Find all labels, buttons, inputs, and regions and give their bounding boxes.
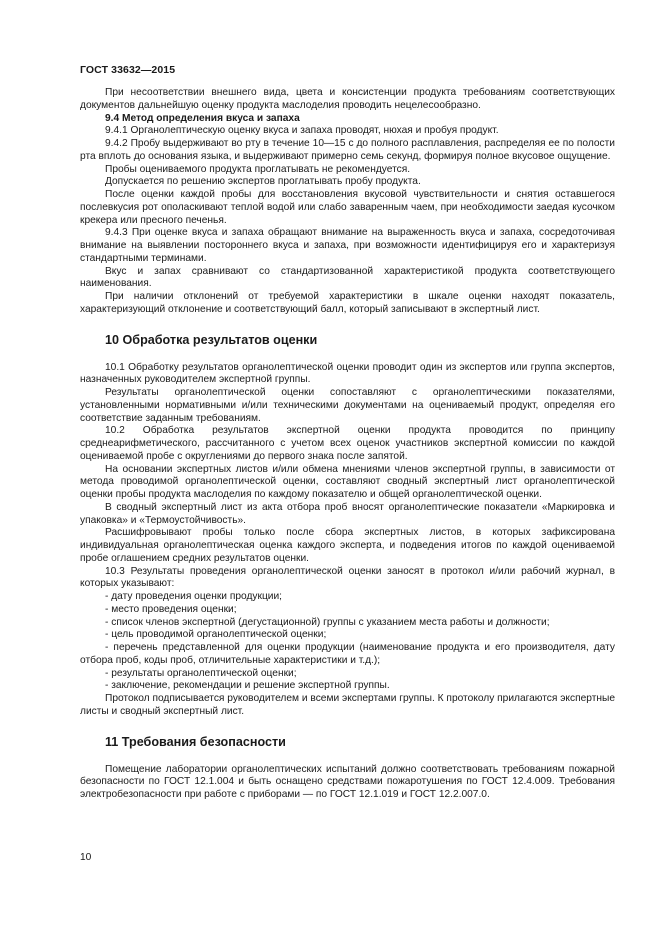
paragraph-basis: На основании экспертных листов и/или обмена мнениями членов экспертной группы, в зависимости от метода проводимой органолептической оценки, составляют сводный экспертный лист органолептической оценки пробы продукта маслоделия по каждому показателю и общей органолептической оценки.	[80, 463, 615, 500]
paragraph-decode: Расшифровывают пробы только после сбора экспертных листов, в которых зафиксирована индивидуальная органолептическая оценка каждого эксперта, и подведения итогов по каждой оцениваемой пробе оглашением средних результатов оценки.	[80, 527, 615, 564]
list-item: - место проведения оценки;	[105, 603, 237, 615]
protocol-items-list	[80, 591, 615, 693]
paragraph-swallow: Пробы оцениваемого продукта проглатывать не рекомендуется.	[105, 163, 411, 175]
paragraph-compare: Вкус и запах сравнивают со стандартизованной характеристикой продукта соответствующего наименования.	[80, 265, 615, 290]
document-code-header: ГОСТ 33632—2015	[80, 64, 176, 76]
list-item: - дату проведения оценки продукции;	[105, 591, 282, 602]
document-body	[80, 87, 615, 802]
paragraph-9-4-2: 9.4.2 Пробу выдерживают во рту в течение 10—15 с до полного расплавления, распределяя ее по полости рта вплоть до основания языка, и выдерживают примерно семь секунд, формируя полное вкусовое ощущение.	[80, 138, 615, 162]
paragraph-10-2: 10.2 Обработка результатов экспертной оценки продукта проводится по принципу среднеарифметического, рассчитанного с учетом всех оценок участников экспертной комиссии по каждой оцениваемой пробе с округлениями до первого знака после запятой.	[80, 425, 615, 462]
paragraph-9-4-1: 9.4.1 Органолептическую оценку вкуса и запаха проводят, нюхая и пробуя продукт.	[105, 125, 499, 137]
paragraph-10-3: 10.3 Результаты проведения органолептической оценки заносят в протокол и/или рабочий журнал, в которых указывают:	[80, 565, 615, 590]
subheading-9-4: 9.4 Метод определения вкуса и запаха	[105, 112, 300, 124]
list-item: - заключение, рекомендации и решение экспертной группы.	[105, 680, 390, 692]
list-item: - результаты органолептической оценки;	[105, 667, 297, 679]
section-heading-10: 10 Обработка результатов оценки	[105, 332, 318, 347]
paragraph-summary: В сводный экспертный лист из акта отбора проб вносят органолептические показатели «Маркировка и упаковка» и «Термоустойчивость».	[80, 501, 615, 526]
list-item: - перечень представленной для оценки продукции (наименование продукта и его производителя, дату отбора проб, коды проб, отличительные характеристики и т.д.);	[80, 642, 615, 666]
paragraph-results: Результаты органолептической оценки сопоставляют с органолептическими показателями, установленными нормативными и/или техническими документами на оцениваемый продукт, определяя его соответствие заданным требованиям.	[80, 387, 615, 424]
paragraph-protocol: Протокол подписывается руководителем и всеми экспертами группы. К протоколу прилагаются экспертные листы и сводный экспертный лист.	[80, 693, 615, 717]
page-number: 10	[80, 852, 92, 863]
paragraph-intro: При несоответствии внешнего вида, цвета и консистенции продукта требованиям соответствующих документов дальнейшую оценку продукта маслоделия проводить нецелесообразно.	[80, 87, 615, 111]
list-item: - цель проводимой органолептической оценки;	[105, 629, 327, 641]
paragraph-after: После оценки каждой пробы для восстановления вкусовой чувствительности и снятия оставшегося послевкусия рот ополаскивают теплой водой или слабо заваренным чаем, при необходимости заедая кусочком крекера или пресного печенья.	[80, 189, 615, 226]
section-heading-11: 11 Требования безопасности	[105, 734, 286, 749]
paragraph-deviation: При наличии отклонений от требуемой характеристики в шкале оценки находят показатель, характеризующий отклонение и соответствующий балл, который записывают в экспертный лист.	[80, 291, 615, 315]
paragraph-9-4-3: 9.4.3 При оценке вкуса и запаха обращают внимание на выраженность вкуса и запаха, сосредоточивая внимание на выявлении постороннего вкуса и запаха, при возможности идентифицируя его и характеризуя стандартными терминами.	[80, 227, 615, 264]
paragraph-allowed: Допускается по решению экспертов проглатывать пробу продукта.	[105, 176, 421, 188]
list-item: - список членов экспертной (дегустационной) группы с указанием места работы и должности;	[105, 616, 550, 628]
paragraph-safety: Помещение лаборатории органолептических испытаний должно соответствовать требованиям пожарной безопасности по ГОСТ 12.1.004 и быть оснащено средствами пожаротушения по ГОСТ 12.4.009. Требования электробезопасности при работе с приборами — по ГОСТ 12.1.019 и ГОСТ 12.2.007.0.	[80, 763, 615, 800]
paragraph-10-1: 10.1 Обработку результатов органолептической оценки проводит один из экспертов или группа экспертов, назначенных руководителем экспертной группы.	[80, 361, 615, 386]
